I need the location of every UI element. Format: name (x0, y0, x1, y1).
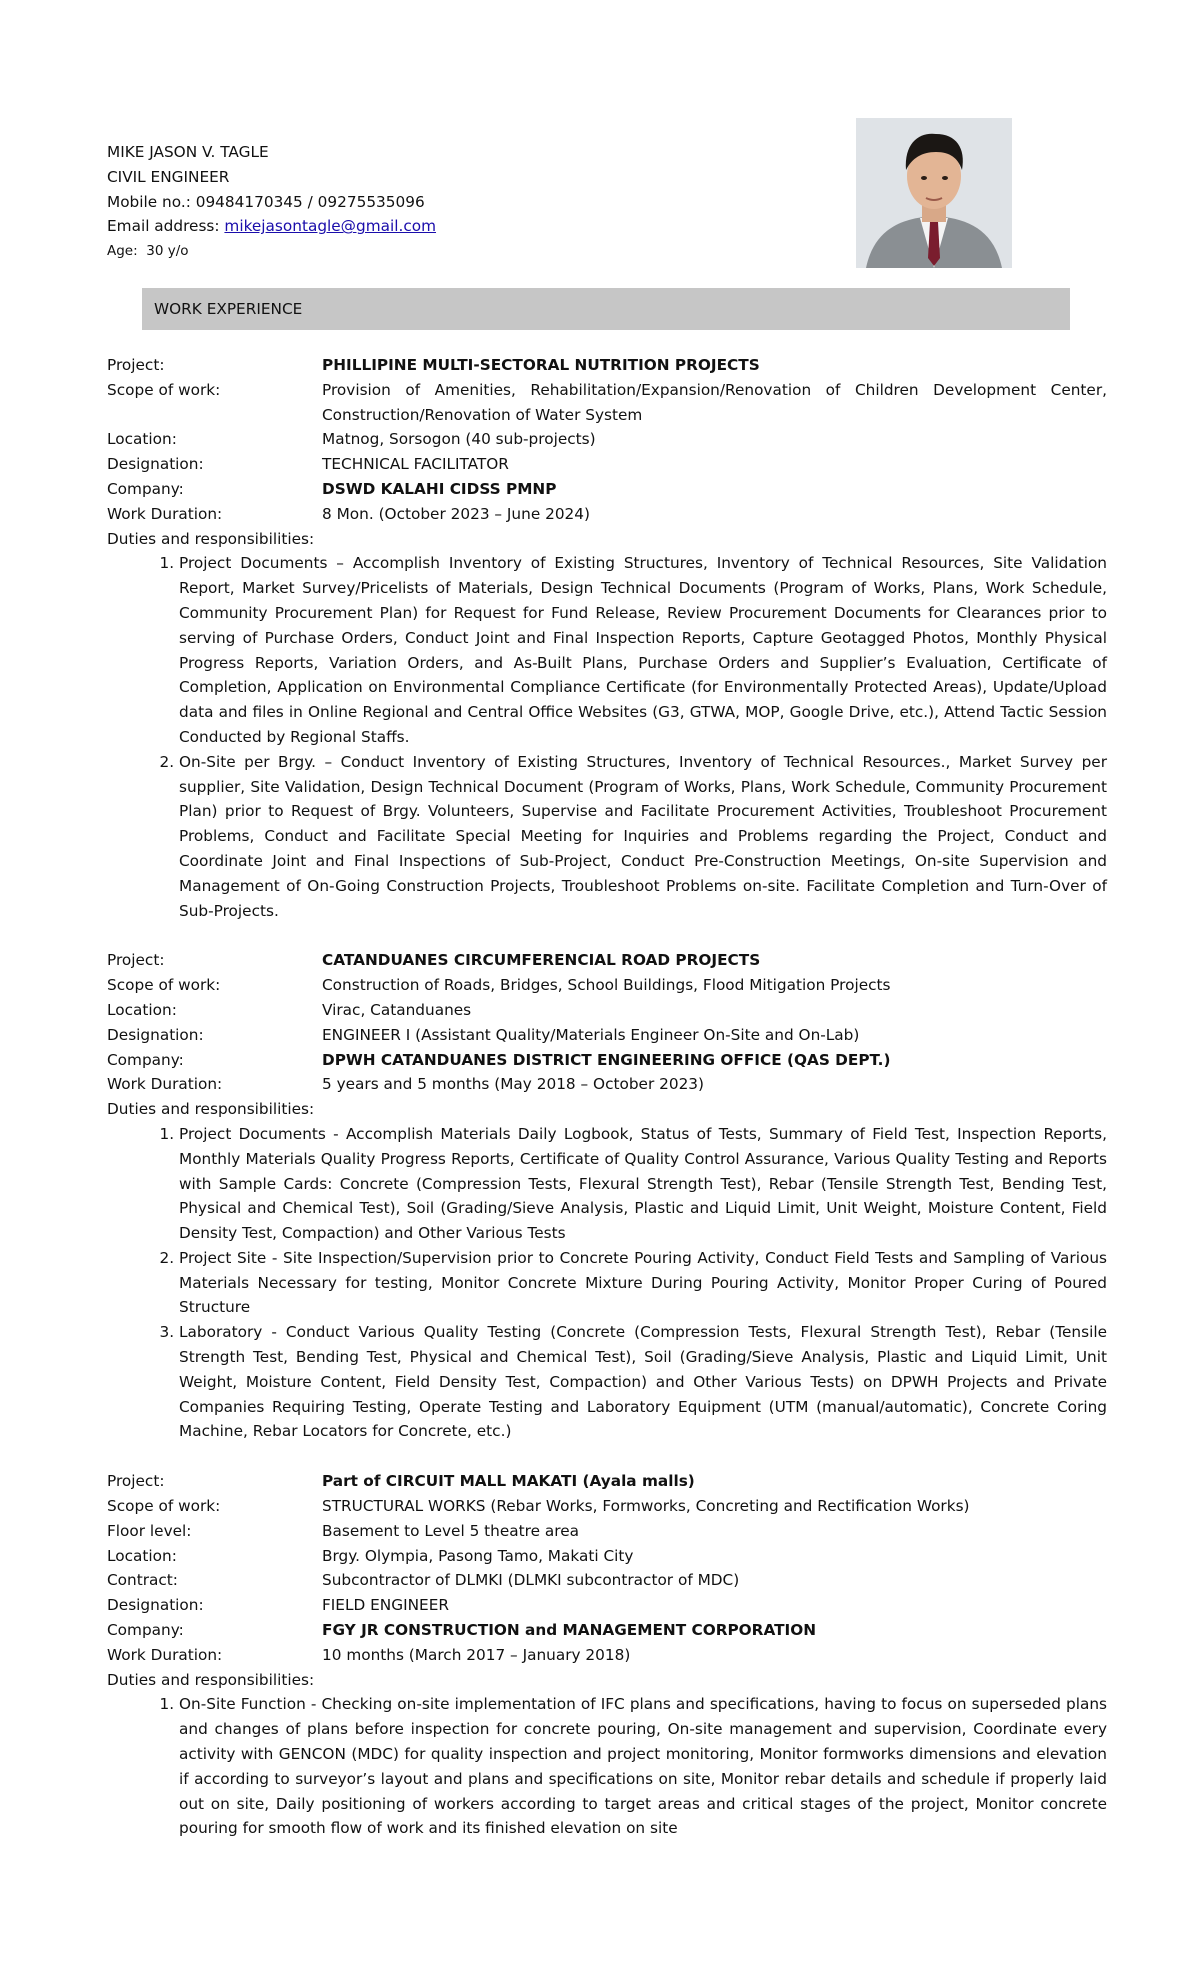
scope-value: Provision of Amenities, Rehabilitation/Expansion/Renovation of Children Development Center, Construction/Renovation of Water System (322, 380, 1107, 424)
age-label: Age: (107, 243, 138, 260)
company-label: Company: (107, 479, 184, 498)
work-experience-list (107, 353, 1107, 1841)
applicant-name: MIKE JASON V. TAGLE (107, 143, 269, 161)
location-value: Matnog, Sorsogon (40 sub-projects) (322, 430, 596, 449)
project-name: CATANDUANES CIRCUMFERENCIAL ROAD PROJECTS (322, 951, 761, 970)
floor-label: Floor level: (107, 1521, 192, 1540)
duty-item: 1. Project Documents – Accomplish Inventory of Existing Structures, Inventory of Technical Resources, Site Validation Report, Market Survey/Pricelists of Materials, Design Technical Documents (Program of Works, Plans, Work Schedule, Community Procurement Plan) for Request for Fund Release, Review Procurement Documents for Clearances prior to serving of Purchase Orders, Conduct Joint and Final Inspection Reports, Capture Geotagged Photos, Monthly Physical Progress Reports, Variation Orders, and As-Built Plans, Purchase Orders and Supplier’s Evaluation, Certificate of Completion, Application on Environmental Compliance Certificate (for Environmentally Protected Areas), Update/Upload data and files in Online Regional and Central Office Websites (G3, GTWA, MOP, Google Drive, etc.), Attend Tactic Session Conducted by Regional Staffs. (179, 551, 1107, 749)
duty-item: 3. Laboratory - Conduct Various Quality Testing (Concrete (Compression Tests, Flexural Strength Test), Rebar (Tensile Strength Test, Bending Test, Physical and Chemical Test), Soil (Grading/Sieve Analysis, Plastic and Liquid Limit, Unit Weight, Moisture Content, Field Density Test, Compaction) and Other Various Tests) on DPWH Projects and Private Companies Requiring Testing, Operate Testing and Laboratory Equipment (UTM (manual/automatic), Concrete Coring Machine, Rebar Locators for Concrete, etc.) (179, 1320, 1107, 1444)
scope-label: Scope of work: (107, 380, 221, 399)
duty-item: 2. On-Site per Brgy. – Conduct Inventory of Existing Structures, Inventory of Technical Resources., Market Survey per supplier, Site Validation, Design Technical Document (Program of Works, Plans, Work Schedule, Community Procurement Plan) prior to Request of Brgy. Volunteers, Supervise and Facilitate Procurement Activities, Troubleshoot Procurement Problems, Conduct and Facilitate Special Meeting for Inquiries and Problems regarding the Project, Conduct and Coordinate Joint and Final Inspections of Sub-Project, Conduct Pre-Construction Meetings, On-site Supervision and Management of On-Going Construction Projects, Troubleshoot Problems on-site. Facilitate Completion and Turn-Over of Sub-Projects. (179, 750, 1107, 924)
company-value: FGY JR CONSTRUCTION and MANAGEMENT CORPORATION (322, 1621, 817, 1640)
duration-label: Work Duration: (107, 1645, 223, 1664)
designation-label: Designation: (107, 1596, 204, 1615)
duties-list (107, 551, 1107, 923)
location-label: Location: (107, 1000, 177, 1019)
designation-label: Designation: (107, 1025, 204, 1044)
duty-item: 1. Project Documents - Accomplish Materials Daily Logbook, Status of Tests, Summary of Field Test, Inspection Reports, Monthly Materials Quality Progress Reports, Certificate of Quality Control Assurance, Various Quality Testing and Reports with Sample Cards: Concrete (Compression Tests, Flexural Strength Test), Rebar (Tensile Strength Test, Bending Test, Physical and Chemical Test), Soil (Grading/Sieve Analysis, Plastic and Liquid Limit, Unit Weight, Moisture Content, Field Density Test, Compaction) and Other Various Tests (179, 1122, 1107, 1246)
email-label: Email address: (107, 217, 225, 236)
company-value: DPWH CATANDUANES DISTRICT ENGINEERING OFFICE (QAS DEPT.) (322, 1050, 891, 1069)
company-label: Company: (107, 1050, 184, 1069)
designation-value: FIELD ENGINEER (322, 1596, 450, 1615)
designation-label: Designation: (107, 455, 204, 474)
location-value: Brgy. Olympia, Pasong Tamo, Makati City (322, 1546, 634, 1565)
job-location-row (107, 427, 1107, 452)
contract-label: Contract: (107, 1571, 178, 1590)
duties-heading: Duties and responsibilities: (107, 529, 315, 548)
duration-value: 5 years and 5 months (May 2018 – October 2023) (322, 1075, 705, 1094)
duties-heading: Duties and responsibilities: (107, 1670, 315, 1689)
job-entry (107, 353, 1107, 923)
job-scope-row (107, 378, 1107, 428)
company-value: DSWD KALAHI CIDSS PMNP (322, 479, 557, 498)
job-scope-row (107, 1494, 1107, 1519)
duration-label: Work Duration: (107, 504, 223, 523)
age-value: 30 y/o (146, 243, 189, 260)
profile-photo (856, 118, 1012, 268)
job-floor-row (107, 1519, 1107, 1544)
job-company-row (107, 477, 1107, 502)
scope-value: STRUCTURAL WORKS (Rebar Works, Formworks, Concreting and Rectification Works) (322, 1497, 970, 1516)
contract-value: Subcontractor of DLMKI (DLMKI subcontractor of MDC) (322, 1571, 740, 1590)
portrait-image (856, 118, 1012, 268)
job-entry (107, 1469, 1107, 1841)
job-entry (107, 948, 1107, 1444)
project-name: Part of CIRCUIT MALL MAKATI (Ayala malls) (322, 1472, 695, 1491)
job-company-row (107, 1618, 1107, 1643)
job-company-row (107, 1048, 1107, 1073)
job-designation-row (107, 1023, 1107, 1048)
duration-value: 10 months (March 2017 – January 2018) (322, 1645, 631, 1664)
job-duration-row (107, 1072, 1107, 1097)
duty-item: 2. Project Site - Site Inspection/Supervision prior to Concrete Pouring Activity, Conduct Field Tests and Sampling of Various Materials Necessary for testing, Monitor Concrete Mixture During Pouring Activity, Monitor Proper Curing of Poured Structure (179, 1246, 1107, 1320)
job-location-row (107, 998, 1107, 1023)
duties-list (107, 1692, 1107, 1841)
job-project-row (107, 1469, 1107, 1494)
job-contract-row (107, 1568, 1107, 1593)
mobile-label: Mobile no.: (107, 192, 196, 211)
scope-label: Scope of work: (107, 976, 221, 995)
duration-value: 8 Mon. (October 2023 – June 2024) (322, 504, 590, 523)
work-experience-heading: WORK EXPERIENCE (142, 288, 1070, 330)
job-scope-row (107, 973, 1107, 998)
company-label: Company: (107, 1621, 184, 1640)
designation-value: TECHNICAL FACILITATOR (322, 455, 509, 474)
location-label: Location: (107, 1546, 177, 1565)
location-label: Location: (107, 430, 177, 449)
job-designation-row (107, 1593, 1107, 1618)
email-link[interactable]: mikejasontagle@gmail.com (224, 217, 437, 236)
job-project-row (107, 948, 1107, 973)
duties-list (107, 1122, 1107, 1444)
designation-value: ENGINEER I (Assistant Quality/Materials Engineer On-Site and On-Lab) (322, 1025, 860, 1044)
floor-value: Basement to Level 5 theatre area (322, 1521, 579, 1540)
job-duration-row (107, 1643, 1107, 1668)
project-label: Project: (107, 1472, 165, 1491)
duration-label: Work Duration: (107, 1075, 223, 1094)
project-name: PHILLIPINE MULTI-SECTORAL NUTRITION PROJECTS (322, 356, 760, 374)
scope-label: Scope of work: (107, 1497, 221, 1516)
job-duration-row (107, 502, 1107, 527)
project-label: Project: (107, 356, 165, 374)
job-project-row (107, 353, 1107, 378)
duties-heading: Duties and responsibilities: (107, 1100, 315, 1119)
scope-value: Construction of Roads, Bridges, School Buildings, Flood Mitigation Projects (322, 976, 891, 995)
location-value: Virac, Catanduanes (322, 1000, 472, 1019)
mobile-number: 09484170345 / 09275535096 (195, 192, 425, 211)
duty-item: 1. On-Site Function - Checking on-site implementation of IFC plans and specifications, having to focus on superseded plans and changes of plans before inspection for concrete pouring, On-site management and supervision, Coordinate every activity with GENCON (MDC) for quality inspection and project monitoring, Monitor formworks dimensions and elevation if according to surveyor’s layout and plans and specifications on site, Monitor rebar details and schedule if properly laid out on site, Daily positioning of workers according to target areas and critical stages of the project, Monitor concrete pouring for smooth flow of work and its finished elevation on site (179, 1692, 1107, 1841)
job-location-row (107, 1544, 1107, 1569)
job-designation-row (107, 452, 1107, 477)
project-label: Project: (107, 951, 165, 970)
applicant-title: CIVIL ENGINEER (107, 167, 230, 186)
